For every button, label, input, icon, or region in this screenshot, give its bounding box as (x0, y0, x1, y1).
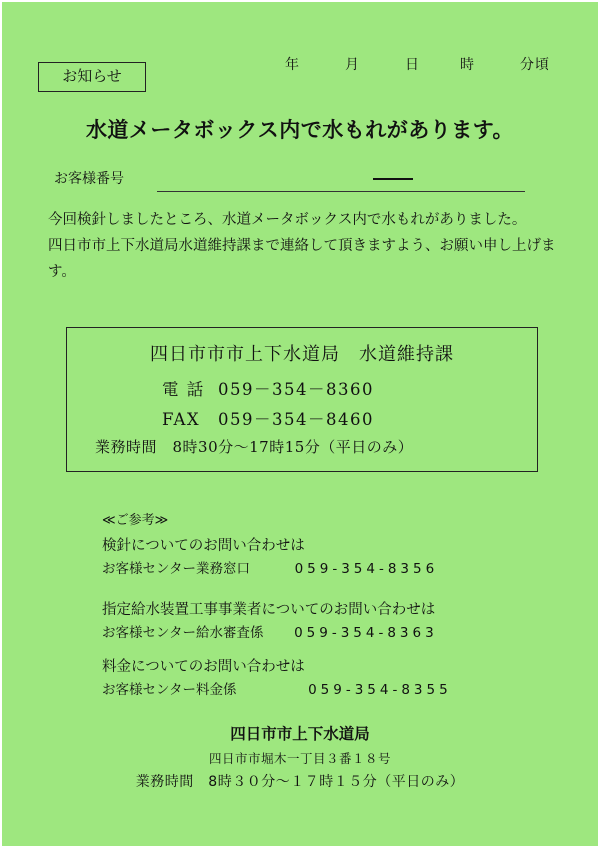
reference-contact (102, 678, 452, 698)
notice-heading: 水道メータボックス内で水もれがあります。 (85, 118, 515, 142)
reference-tel: 059-354-8355 (308, 682, 452, 698)
footer-address: 四日市市堀木一丁目３番１８号 (208, 751, 391, 766)
datetime-hour: 時 (460, 57, 475, 73)
contact-tel-row (162, 376, 374, 400)
datetime-year: 年 (285, 57, 300, 73)
body-paragraph-1: 今回検針しましたところ、水道メータボックス内で水もれがありました。 (48, 212, 527, 228)
reference-question: 料金についてのお問い合わせは (102, 659, 305, 675)
footer-org: 四日市市上下水道局 (230, 725, 370, 743)
footer-hours: 業務時間 8時３０分～１７時１５分（平日のみ） (135, 774, 465, 790)
datetime-day: 日 (405, 57, 420, 73)
reference-item (102, 534, 438, 577)
customer-number-line (157, 191, 525, 192)
tel-label: 電 話 (162, 380, 205, 399)
customer-number-mark (373, 178, 413, 180)
reference-contact (102, 621, 438, 641)
reference-question: 検針についてのお問い合わせは (102, 538, 305, 554)
contact-fax-row (162, 406, 374, 430)
reference-question: 指定給水装置工事事業者についてのお問い合わせは (102, 602, 436, 618)
contact-box (66, 327, 538, 472)
reference-item (102, 655, 452, 698)
customer-number-label: お客様番号 (54, 171, 124, 187)
fax-label: FAX (162, 410, 201, 429)
footer (2, 722, 598, 791)
references-title: ≪ご参考≫ (102, 513, 169, 528)
body-paragraph-2: 四日市市上下水道局水道維持課まで連絡して頂きますよう、お願い申し上げます。 (48, 238, 556, 280)
notice-sheet (2, 2, 598, 846)
reference-desk: お客様センター料金係 (102, 682, 237, 698)
datetime-month: 月 (345, 57, 360, 73)
reference-desk: お客様センター業務窓口 (102, 561, 250, 577)
reference-item (102, 598, 438, 641)
reference-contact (102, 557, 438, 577)
fax-number: 059－354－8460 (218, 410, 374, 429)
datetime-minute: 分頃 (520, 57, 550, 73)
reference-tel: 059-354-8363 (294, 625, 438, 641)
reference-tel: 059-354-8356 (294, 561, 439, 577)
contact-hours: 業務時間 8時30分～17時15分（平日のみ） (95, 438, 414, 456)
reference-desk: お客様センター給水審査係 (102, 625, 264, 641)
notice-tag: お知らせ (38, 62, 146, 92)
contact-title: 四日市市市上下水道局 水道維持課 (150, 344, 454, 365)
tel-number: 059－354－8360 (218, 380, 374, 399)
notice-body (48, 207, 568, 285)
